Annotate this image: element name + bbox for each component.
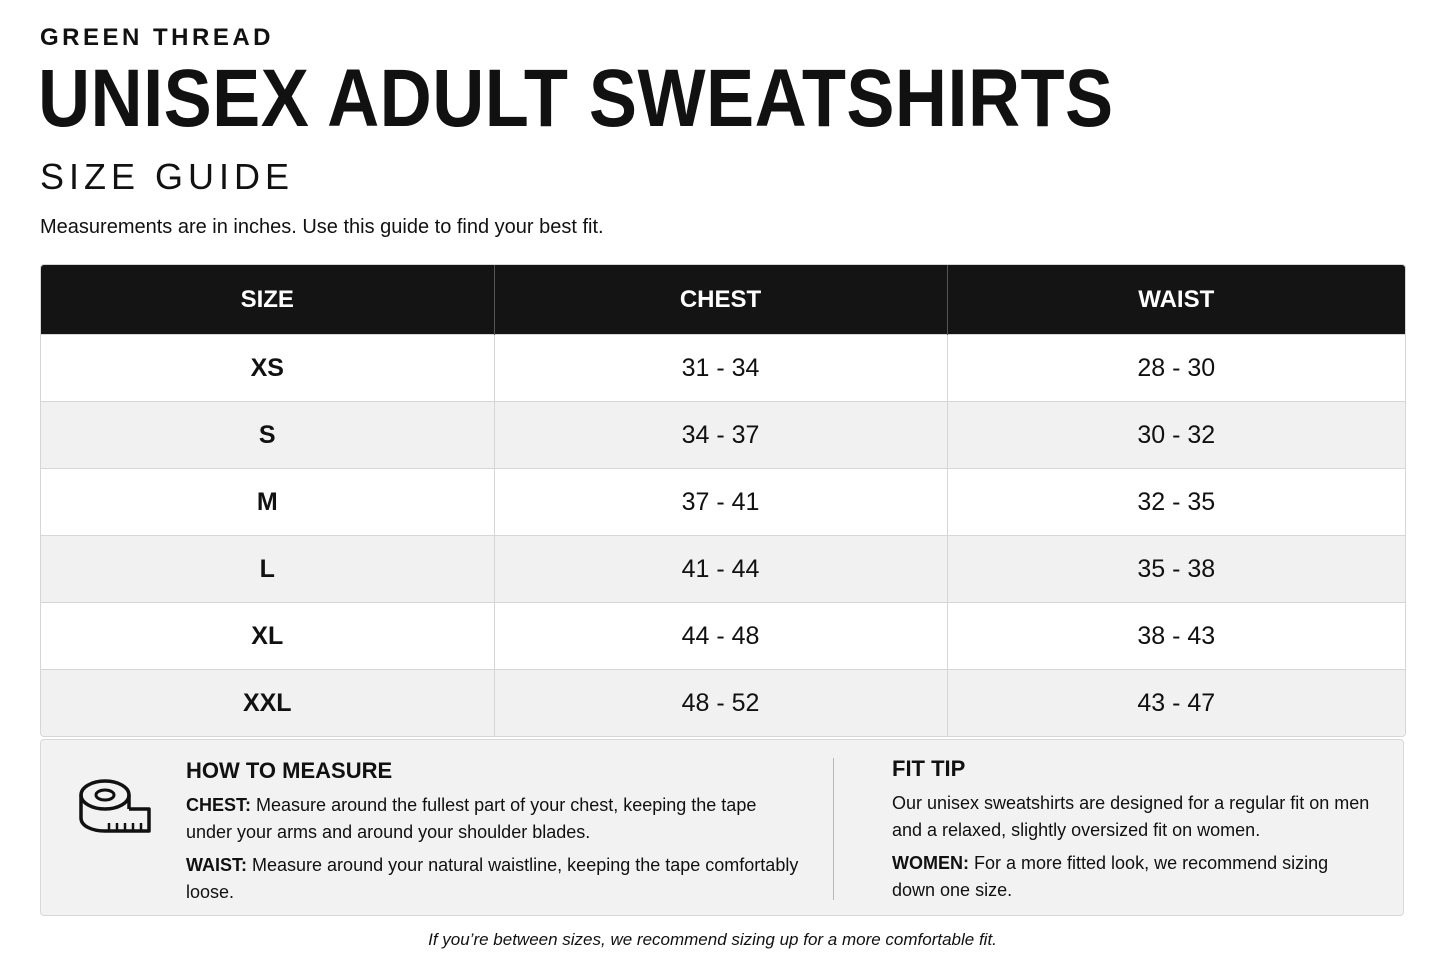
fit-tip-section <box>892 756 1372 910</box>
table-row <box>41 603 1405 670</box>
intro-text: Measurements are in inches. Use this guide to find your best fit. <box>40 216 604 238</box>
chest-cell: 48 - 52 <box>494 670 947 737</box>
fit-tip-title: FIT TIP <box>892 756 966 781</box>
size-cell: S <box>41 402 494 469</box>
waist-instructions <box>186 852 806 906</box>
table-row <box>41 335 1405 402</box>
chest-instructions <box>186 792 806 846</box>
women-text: For a more fitted look, we recommend sizing down one size. <box>892 853 1329 900</box>
chest-cell: 37 - 41 <box>494 469 947 536</box>
header-chest: CHEST <box>494 265 947 335</box>
table-row <box>41 536 1405 603</box>
how-to-measure-title: HOW TO MEASURE <box>186 758 393 783</box>
waist-cell: 43 - 47 <box>947 670 1405 737</box>
waist-cell: 30 - 32 <box>947 402 1405 469</box>
chest-label: CHEST: <box>186 795 252 815</box>
size-cell: L <box>41 536 494 603</box>
header-size: SIZE <box>41 265 494 335</box>
women-label: WOMEN: <box>892 853 969 873</box>
page-title: UNISEX ADULT SWEATSHIRTS <box>38 53 1114 144</box>
chest-cell: 41 - 44 <box>494 536 947 603</box>
footnote: If you’re between sizes, we recommend sizing up for a more comfortable fit. <box>428 930 997 949</box>
page-subtitle: SIZE GUIDE <box>40 156 295 197</box>
size-cell: XL <box>41 603 494 670</box>
table-row <box>41 670 1405 737</box>
chest-cell: 34 - 37 <box>494 402 947 469</box>
waist-cell: 38 - 43 <box>947 603 1405 670</box>
chest-cell: 31 - 34 <box>494 335 947 402</box>
size-cell: XXL <box>41 670 494 737</box>
waist-cell: 28 - 30 <box>947 335 1405 402</box>
size-cell: M <box>41 469 494 536</box>
panel-divider <box>833 758 834 900</box>
chest-text: Measure around the fullest part of your chest, keeping the tape under your arms and around your shoulder blades. <box>186 795 757 842</box>
size-cell: XS <box>41 335 494 402</box>
brand-name: GREEN THREAD <box>40 24 275 51</box>
waist-text: Measure around your natural waistline, keeping the tape comfortably loose. <box>186 855 799 902</box>
chest-cell: 44 - 48 <box>494 603 947 670</box>
table-header-row <box>41 265 1405 335</box>
waist-label: WAIST: <box>186 855 247 875</box>
how-to-measure-section <box>186 758 806 912</box>
table-row <box>41 402 1405 469</box>
waist-cell: 35 - 38 <box>947 536 1405 603</box>
measuring-tape-icon <box>79 778 153 836</box>
header-waist: WAIST <box>947 265 1405 335</box>
table-row <box>41 469 1405 536</box>
waist-cell: 32 - 35 <box>947 469 1405 536</box>
fit-tip-text: Our unisex sweatshirts are designed for a regular fit on men and a relaxed, slightly oversized fit on women. <box>892 793 1370 840</box>
size-table <box>40 264 1406 737</box>
women-tip <box>892 850 1372 904</box>
info-panel <box>40 739 1404 916</box>
